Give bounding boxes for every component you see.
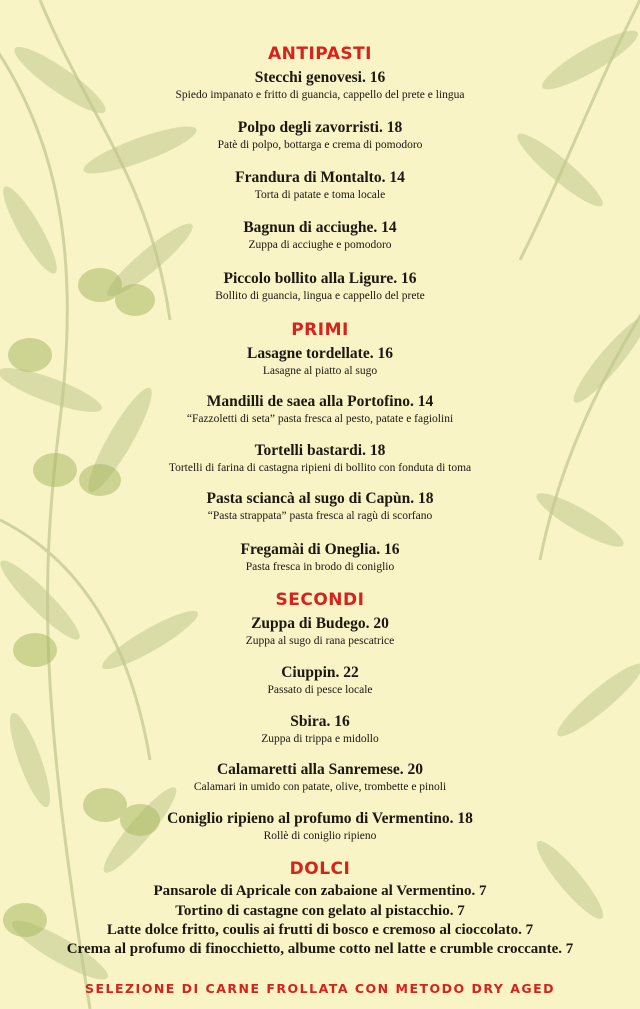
section-title-secondi: SECONDI <box>275 590 365 610</box>
section-title-primi: PRIMI <box>291 320 349 340</box>
dish-name: Ciuppin. 22 <box>281 664 359 681</box>
dry-aged-selection-note: SELEZIONE DI CARNE FROLLATA CON METODO DRY AGED <box>84 981 556 996</box>
menu-item <box>0 118 640 153</box>
menu-item <box>0 614 640 649</box>
dish-description: “Fazzoletti di seta” pasta fresca al pesto, patate e fagiolini <box>186 413 454 425</box>
dish-name: Pasta sciancà al sugo di Capùn. 18 <box>206 490 434 507</box>
dish-name: Zuppa di Budego. 20 <box>251 615 389 632</box>
menu-item <box>0 540 640 575</box>
dish-description: Zuppa di trippa e midollo <box>261 733 379 745</box>
menu-item <box>0 168 640 203</box>
dish-description: Passato di pesce locale <box>267 684 373 696</box>
dessert-item: Pansarole di Apricale con zabaione al Vermentino. 7 <box>153 883 487 899</box>
dish-name: Coniglio ripieno al profumo di Vermentino. 18 <box>167 810 473 827</box>
dish-name: Calamaretti alla Sanremese. 20 <box>216 761 424 778</box>
dish-name: Piccolo bollito alla Ligure. 16 <box>223 270 417 287</box>
dish-name: Stecchi genovesi. 16 <box>254 69 386 86</box>
menu-item <box>0 344 640 379</box>
dessert-item: Tortino di castagne con gelato al pistacchio. 7 <box>175 903 465 919</box>
dessert-item: Latte dolce fritto, coulis ai frutti di bosco e cremoso al cioccolato. 7 <box>106 922 534 938</box>
menu-item <box>0 489 640 524</box>
dish-name: Lasagne tordellate. 16 <box>247 345 393 362</box>
dish-description: Zuppa al sugo di rana pescatrice <box>245 635 395 647</box>
dessert-item: Crema al profumo di finocchietto, albume cotto nel latte e crumble croccante. 7 <box>66 941 574 957</box>
dish-name: Fregamài di Oneglia. 16 <box>240 541 400 558</box>
dish-name: Frandura di Montalto. 14 <box>235 169 405 186</box>
dish-description: Bollito di guancia, lingua e cappello del prete <box>215 290 425 302</box>
dish-description: Tortelli di farina di castagna ripieni di bollito con fonduta di toma <box>168 462 472 474</box>
menu-item <box>0 68 640 103</box>
dish-description: Rollè di coniglio ripieno <box>263 830 377 842</box>
menu-item <box>0 663 640 698</box>
menu-item <box>0 218 640 253</box>
dish-description: Lasagne al piatto al sugo <box>262 365 378 377</box>
dish-name: Mandilli de saea alla Portofino. 14 <box>206 393 434 410</box>
dish-description: Spiedo impanato e fritto di guancia, cappello del prete e lingua <box>175 89 465 101</box>
dish-description: Calamari in umido con patate, olive, trombette e pinoli <box>193 781 447 793</box>
menu-item <box>0 712 640 747</box>
dish-description: Pasta fresca in brodo di coniglio <box>245 561 395 573</box>
dish-description: “Pasta strappata” pasta fresca al ragù di scorfano <box>207 510 433 522</box>
dish-name: Tortelli bastardi. 18 <box>254 442 386 459</box>
section-title-dolci: DOLCI <box>289 859 351 879</box>
section-title-antipasti: ANTIPASTI <box>267 44 373 64</box>
dish-description: Torta di patate e toma locale <box>254 189 386 201</box>
dish-name: Bagnun di acciughe. 14 <box>243 219 397 236</box>
dish-description: Patè di polpo, bottarga e crema di pomodoro <box>217 139 423 151</box>
menu-item <box>0 392 640 427</box>
dish-description: Zuppa di acciughe e pomodoro <box>248 239 392 251</box>
menu-item <box>0 760 640 795</box>
dish-name: Polpo degli zavorristi. 18 <box>237 119 403 136</box>
dish-name: Sbira. 16 <box>290 713 350 730</box>
menu-item <box>0 809 640 844</box>
menu-item <box>0 441 640 476</box>
menu-item <box>0 269 640 304</box>
